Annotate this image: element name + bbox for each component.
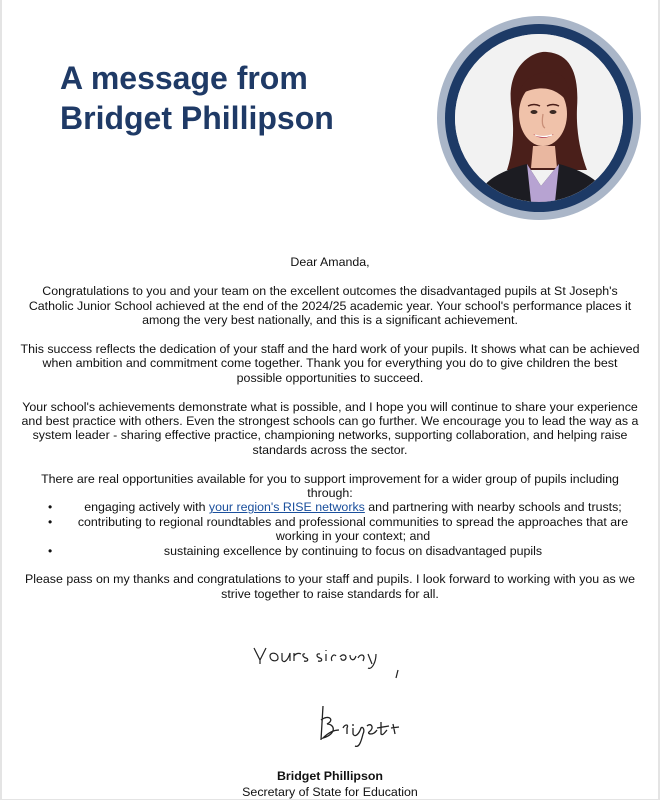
list-item-text: and partnering with nearby schools and trusts; xyxy=(364,500,622,515)
signer-name: Bridget Phillipson xyxy=(276,769,383,783)
list-item-text: engaging actively with xyxy=(84,500,209,515)
paragraph-opportunities: There are real opportunities available for you to support improvement for a wider group of pupils including through: xyxy=(41,471,619,501)
paragraph-achievements: Your school's achievements demonstrate what is possible, and I hope you will continue to share your experience and best practice with others. Even the strongest schools can go further. We encourage you to lead the way as a system leader - sharing effective practice, championing networks, supporting collaboration, and helping raise standards across the sector. xyxy=(21,399,639,457)
page-border-left xyxy=(0,0,2,800)
greeting: Dear Amanda, xyxy=(290,255,370,269)
handwritten-closing xyxy=(250,640,420,685)
bullet-icon: • xyxy=(48,514,53,529)
list-item xyxy=(20,544,640,558)
paragraph-success: This success reflects the dedication of your staff and the hard work of your pupils. It shows what can be achieved when ambition and commitment come together. Thank you for everything you do to give children the best possible opportunities to succeed. xyxy=(20,342,640,385)
portrait-frame xyxy=(437,16,641,220)
signer-role: Secretary of State for Education xyxy=(242,785,418,799)
title-line-2: Bridget Phillipson xyxy=(60,100,334,136)
bullet-icon: • xyxy=(48,500,53,515)
title-line-1: A message from xyxy=(60,60,308,96)
list-item-text: sustaining excellence by continuing to focus on disadvantaged pupils xyxy=(163,543,543,558)
signer-block xyxy=(0,768,660,800)
portrait-photo xyxy=(455,34,623,202)
bullet-icon: • xyxy=(48,543,53,558)
page-title xyxy=(60,58,334,138)
paragraph-congratulations: Congratulations to you and your team on the excellent outcomes the disadvantaged pupils at St Joseph's Catholic Junior School achieved at the end of the 2024/25 academic year. Your school's performance places it among the very best nationally, and this is a significant achievement. xyxy=(28,284,632,328)
paragraph-thanks: Please pass on my thanks and congratulations to your staff and pupils. I look forward to working with you as we strive together to raise standards for all. xyxy=(25,572,635,601)
handwritten-signature xyxy=(315,700,425,750)
portrait-illustration xyxy=(455,34,623,202)
letter-body xyxy=(20,255,640,616)
list-item xyxy=(20,515,640,544)
list-item-text: contributing to regional roundtables and professional communities to spread the approaches that are working in your context; and xyxy=(77,514,629,544)
portrait-ring xyxy=(445,24,633,212)
list-item xyxy=(20,500,640,514)
opportunities-list xyxy=(20,500,640,558)
rise-networks-link[interactable]: your region's RISE networks xyxy=(208,500,365,515)
